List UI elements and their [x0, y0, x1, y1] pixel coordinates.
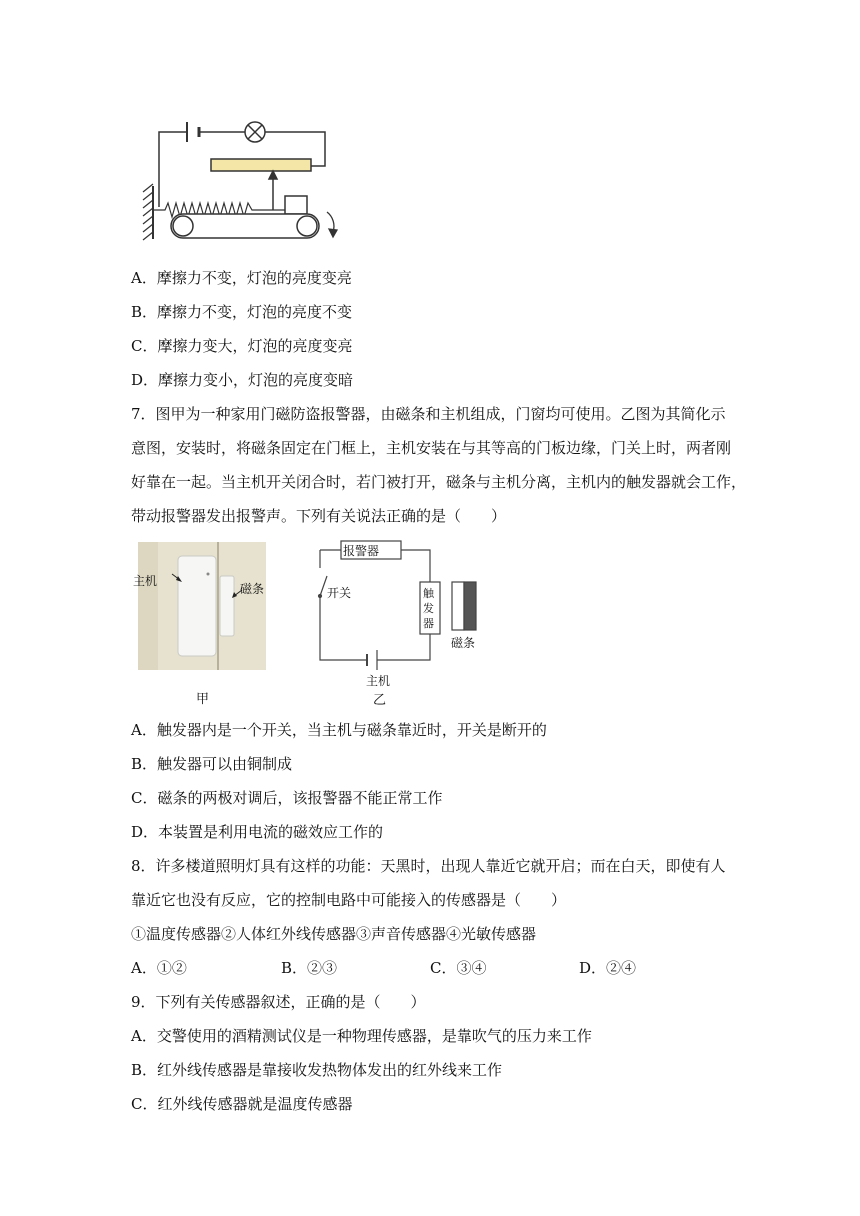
- yi-label-alarm: 报警器: [343, 544, 380, 558]
- jia-caption: 甲: [196, 692, 210, 707]
- q6-option-a: A．摩擦力不变，灯泡的亮度变亮: [131, 269, 352, 287]
- conveyor-belt: [171, 214, 319, 238]
- wall-hatch: [143, 184, 153, 240]
- figure-jia-photo: [138, 542, 266, 670]
- q6-option-c: C．摩擦力变大，灯泡的亮度变亮: [131, 337, 353, 355]
- yi-label-trigger-1: 触: [423, 587, 434, 600]
- lamp-symbol: [245, 122, 265, 142]
- q7-option-c: C．磁条的两极对调后，该报警器不能正常工作: [131, 789, 443, 807]
- magnet-bar: [452, 582, 464, 630]
- q7-option-a: A．触发器内是一个开关，当主机与磁条靠近时，开关是断开的: [131, 721, 547, 739]
- q8-option-d: D．②④: [579, 959, 637, 977]
- figure-friction-circuit: [135, 112, 355, 247]
- q7-stem-line-4: 带动报警器发出报警声。下列有关说法正确的是（ ）: [131, 507, 507, 525]
- yi-label-magnet: 磁条: [451, 636, 476, 650]
- q7-stem-line-2: 意图，安装时，将磁条固定在门框上，主机安装在与其等高的门板边缘，门关上时，两者刚: [131, 439, 732, 457]
- q8-option-a: A．①②: [131, 959, 187, 977]
- q7-option-d: D．本装置是利用电流的磁效应工作的: [131, 823, 384, 841]
- block: [285, 196, 307, 214]
- q8-stem-line-1: 8．许多楼道照明灯具有这样的功能：天黑时，出现人靠近它就开启；而在白天，即使有人: [131, 857, 726, 875]
- q7-stem-line-3: 好靠在一起。当主机开关闭合时，若门被打开，磁条与主机分离，主机内的触发器就会工作，: [131, 473, 747, 491]
- rotation-arrow: [327, 212, 337, 237]
- yi-caption: 乙: [373, 693, 387, 708]
- battery-symbol: [187, 122, 199, 142]
- q6-option-b: B．摩擦力不变，灯泡的亮度不变: [131, 303, 353, 321]
- yi-label-host: 主机: [366, 674, 391, 688]
- q9-option-a: A．交警使用的酒精测试仪是一种物理传感器，是靠吹气的压力来工作: [131, 1027, 592, 1045]
- q8-option-c: C．③④: [430, 959, 487, 977]
- q7-option-b: B．触发器可以由铜制成: [131, 755, 293, 773]
- q6-option-d: D．摩擦力变小，灯泡的亮度变暗: [131, 371, 354, 389]
- figure-yi-circuit: [305, 538, 485, 708]
- slider-arrow: [269, 171, 277, 210]
- yi-label-switch: 开关: [327, 586, 352, 600]
- jia-label-magnet: 磁条: [240, 582, 265, 596]
- q9-option-b: B．红外线传感器是靠接收发热物体发出的红外线来工作: [131, 1061, 503, 1079]
- switch-symbol: [319, 576, 328, 598]
- q7-stem-line-1: 7．图甲为一种家用门磁防盗报警器，由磁条和主机组成，门窗均可使用。乙图为其简化示: [131, 405, 726, 423]
- yi-label-trigger-3: 器: [423, 617, 434, 630]
- battery-symbol: [367, 650, 377, 670]
- q8-sensor-list: ①温度传感器②人体红外线传感器③声音传感器④光敏传感器: [131, 925, 537, 943]
- q9-stem: 9．下列有关传感器叙述，正确的是（ ）: [131, 993, 426, 1011]
- rheostat-bar: [211, 159, 311, 171]
- yi-label-trigger-2: 发: [423, 602, 434, 615]
- jia-label-host: 主机: [133, 574, 158, 588]
- q9-option-c: C．红外线传感器就是温度传感器: [131, 1095, 353, 1113]
- q8-option-b: B．②③: [281, 959, 338, 977]
- q8-stem-line-2: 靠近它也没有反应，它的控制电路中可能接入的传感器是（ ）: [131, 891, 567, 909]
